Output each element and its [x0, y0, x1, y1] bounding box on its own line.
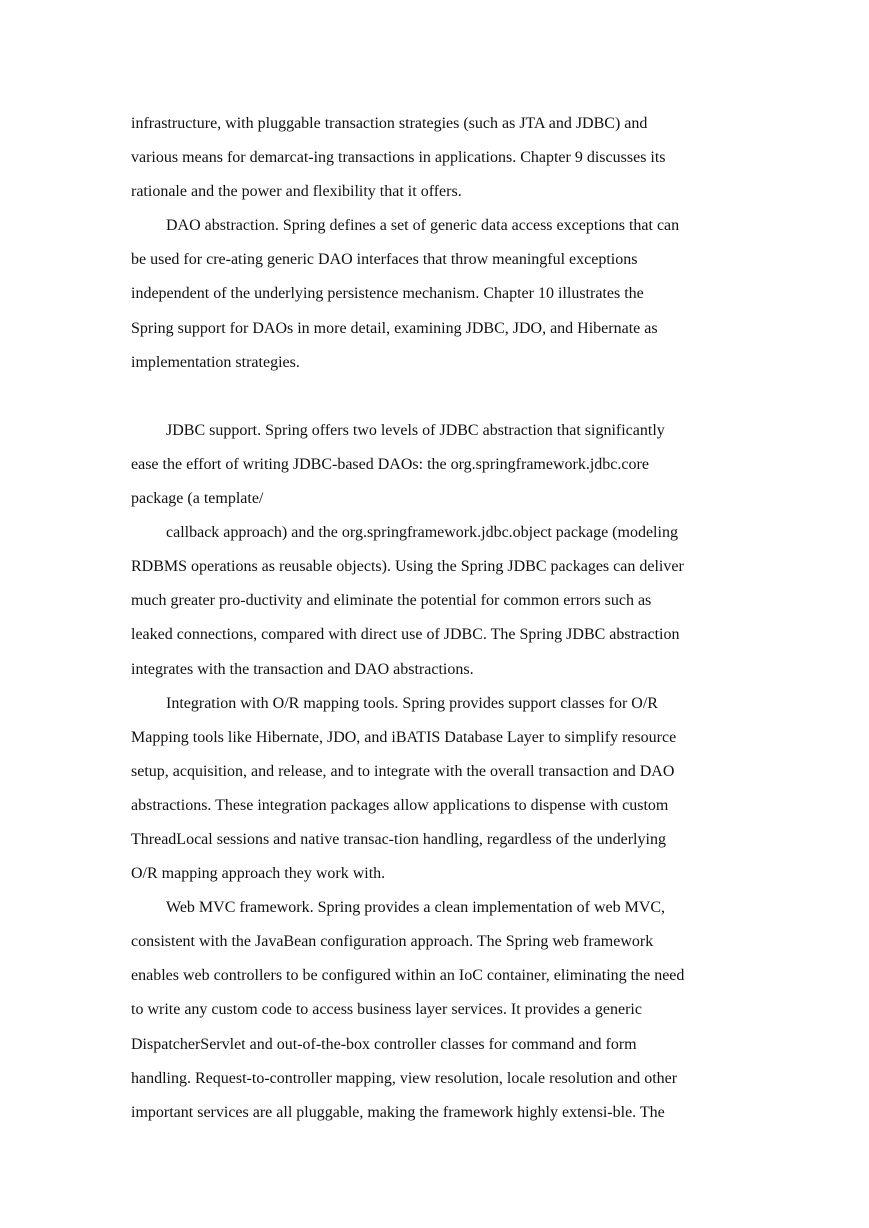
text-line: important services are all pluggable, making the framework highly extensi-ble. The: [131, 1103, 665, 1121]
text-line: setup, acquisition, and release, and to integrate with the overall transaction and DAO: [131, 762, 675, 780]
text-line: to write any custom code to access business layer services. It provides a generic: [131, 1001, 642, 1019]
text-line: RDBMS operations as reusable objects). Using the Spring JDBC packages can deliver: [131, 558, 684, 576]
text-line: callback approach) and the org.springframework.jdbc.object package (modeling: [166, 524, 678, 542]
text-line: Web MVC framework. Spring provides a clean implementation of web MVC,: [166, 899, 666, 917]
text-line: abstractions. These integration packages allow applications to dispense with custom: [131, 796, 669, 814]
text-line: O/R mapping approach they work with.: [131, 865, 386, 883]
text-line: various means for demarcat-ing transactions in applications. Chapter 9 discusses its: [131, 149, 666, 167]
text-line: much greater pro-ductivity and eliminate the potential for common errors such as: [131, 592, 652, 610]
text-line: rationale and the power and flexibility that it offers.: [131, 183, 462, 201]
text-line: enables web controllers to be configured within an IoC container, eliminating the need: [131, 967, 685, 985]
text-line: leaked connections, compared with direct use of JDBC. The Spring JDBC abstraction: [131, 626, 680, 644]
text-line: infrastructure, with pluggable transaction strategies (such as JTA and JDBC) and: [131, 115, 648, 132]
text-line: independent of the underlying persistence mechanism. Chapter 10 illustrates the: [131, 285, 644, 303]
body-text: [131, 107, 751, 1130]
text-line: implementation strategies.: [131, 353, 300, 371]
text-line: consistent with the JavaBean configuration approach. The Spring web framework: [131, 933, 654, 951]
text-line: Spring support for DAOs in more detail, examining JDBC, JDO, and Hibernate as: [131, 319, 658, 337]
text-line: JDBC support. Spring offers two levels of JDBC abstraction that significantly: [166, 421, 665, 439]
text-line: ThreadLocal sessions and native transac-tion handling, regardless of the underlying: [131, 830, 666, 848]
text-line: handling. Request-to-controller mapping, view resolution, locale resolution and other: [131, 1069, 678, 1087]
text-line: DAO abstraction. Spring defines a set of generic data access exceptions that can: [166, 217, 680, 235]
text-line: be used for cre-ating generic DAO interfaces that throw meaningful exceptions: [131, 251, 638, 269]
text-line: Integration with O/R mapping tools. Spring provides support classes for O/R: [166, 694, 658, 712]
text-line: Mapping tools like Hibernate, JDO, and iBATIS Database Layer to simplify resource: [131, 728, 677, 746]
text-line: DispatcherServlet and out-of-the-box controller classes for command and form: [131, 1035, 637, 1053]
blank-line: [131, 380, 751, 414]
text-line: package (a template/: [131, 490, 264, 508]
text-line: integrates with the transaction and DAO abstractions.: [131, 660, 474, 678]
text-line: ease the effort of writing JDBC-based DAOs: the org.springframework.jdbc.core: [131, 455, 649, 473]
